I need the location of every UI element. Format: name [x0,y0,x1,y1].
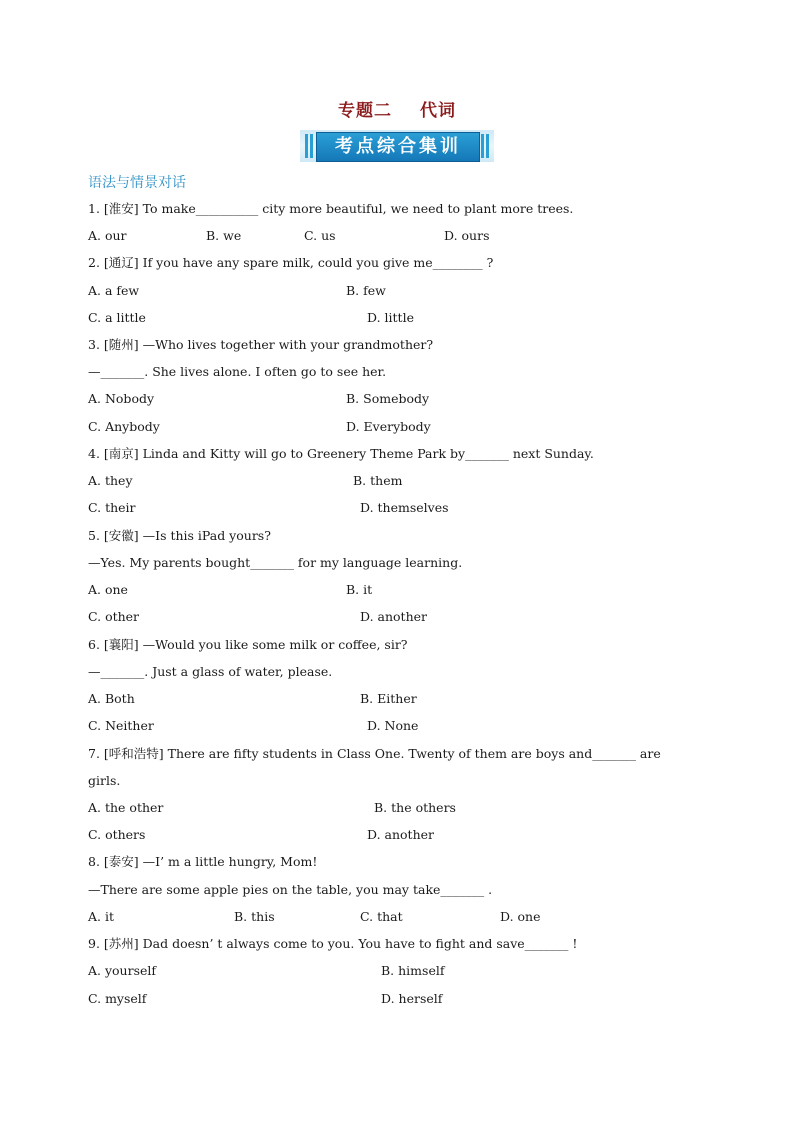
section-heading: 语法与情景对话 [88,175,186,191]
q7-option-a[interactable]: A. the other [88,800,164,815]
q2-option-c[interactable]: C. a little [88,310,146,325]
q7-option-b[interactable]: B. the others [374,800,456,815]
q9-option-b[interactable]: B. himself [381,963,445,978]
q4-option-a[interactable]: A. they [88,473,133,488]
question-5-stem: 5. [安徽] —Is this iPad yours? [88,528,271,543]
q8-option-b[interactable]: B. this [234,909,275,924]
q5-option-d[interactable]: D. another [360,609,427,624]
question-6-reply: —_______. Just a glass of water, please. [88,664,333,679]
q6-option-a[interactable]: A. Both [88,691,135,706]
question-4-stem: 4. [南京] Linda and Kitty will go to Greenery Theme Park by_______ next Sunday. [88,446,594,461]
q6-option-d[interactable]: D. None [367,718,419,733]
question-5-reply: —Yes. My parents bought_______ for my language learning. [88,555,463,570]
q6-option-b[interactable]: B. Either [360,691,417,706]
q7-option-c[interactable]: C. others [88,827,146,842]
q6-option-c[interactable]: C. Neither [88,718,154,733]
q2-option-a[interactable]: A. a few [88,283,140,298]
section-banner [300,130,494,162]
q8-option-a[interactable]: A. it [88,909,114,924]
question-7-stem-continued: girls. [88,773,121,788]
q3-option-d[interactable]: D. Everybody [346,419,431,434]
q9-option-d[interactable]: D. herself [381,991,443,1006]
question-3-stem: 3. [随州] —Who lives together with your grandmother? [88,337,434,352]
q2-option-b[interactable]: B. few [346,283,386,298]
question-6-stem: 6. [襄阳] —Would you like some milk or coffee, sir? [88,637,408,652]
q1-option-b[interactable]: B. we [206,228,242,243]
question-7-stem: 7. [呼和浩特] There are fifty students in Class One. Twenty of them are boys and_______ are [88,746,661,761]
q4-option-d[interactable]: D. themselves [360,500,449,515]
page-title [0,96,794,121]
q1-option-c[interactable]: C. us [304,228,336,243]
question-3-reply: —_______. She lives alone. I often go to see her. [88,364,387,379]
question-9-stem: 9. [苏州] Dad doesn’ t always come to you. You have to fight and save_______ ! [88,936,578,951]
q9-option-c[interactable]: C. myself [88,991,147,1006]
banner-label: 考点综合集训 [316,132,480,162]
question-2-stem: 2. [通辽] If you have any spare milk, could you give me________ ? [88,255,494,270]
q8-option-c[interactable]: C. that [360,909,403,924]
topic-title: 代词 [420,101,456,121]
question-1-stem: 1. [淮安] To make__________ city more beautiful, we need to plant more trees. [88,201,574,216]
q3-option-b[interactable]: B. Somebody [346,391,430,406]
question-8-reply: —There are some apple pies on the table, you may take_______ . [88,882,493,897]
q4-option-b[interactable]: B. them [353,473,403,488]
q8-option-d[interactable]: D. one [500,909,541,924]
q1-option-a[interactable]: A. our [88,228,127,243]
topic-label: 专题二 [338,101,392,121]
q5-option-c[interactable]: C. other [88,609,140,624]
q5-option-b[interactable]: B. it [346,582,373,597]
question-8-stem: 8. [泰安] —I’ m a little hungry, Mom! [88,854,318,869]
q3-option-a[interactable]: A. Nobody [88,391,155,406]
q2-option-d[interactable]: D. little [367,310,414,325]
q4-option-c[interactable]: C. their [88,500,136,515]
q5-option-a[interactable]: A. one [88,582,128,597]
q7-option-d[interactable]: D. another [367,827,434,842]
q3-option-c[interactable]: C. Anybody [88,419,160,434]
q9-option-a[interactable]: A. yourself [88,963,157,978]
q1-option-d[interactable]: D. ours [444,228,490,243]
